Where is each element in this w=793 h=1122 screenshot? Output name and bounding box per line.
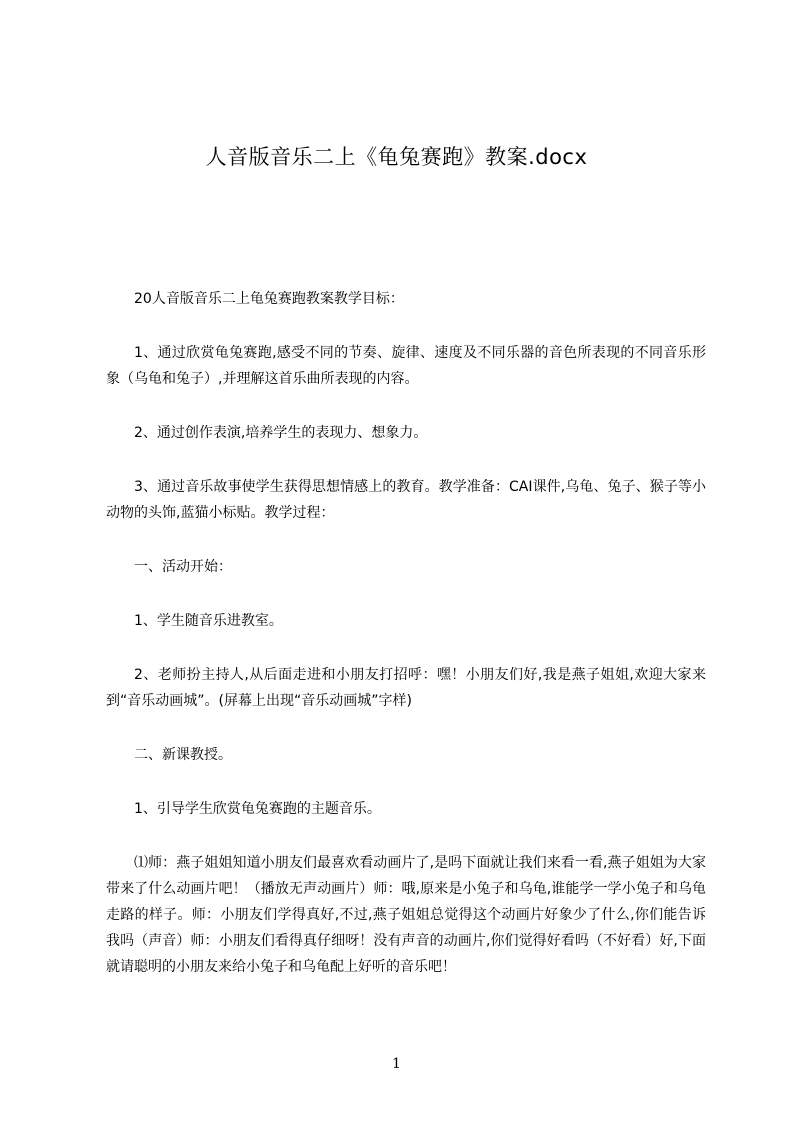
paragraph-objective-1: 1、通过欣赏龟兔赛跑,感受不同的节奏、旋律、速度及不同乐器的音色所表现的不同音乐形象（乌龟和兔子）,并理解这首乐曲所表现的内容。	[106, 345, 706, 387]
paragraph-lesson-1: 1、引导学生欣赏龟兔赛跑的主题音乐。	[134, 801, 381, 817]
paragraph-objective-2: 2、通过创作表演,培养学生的表现力、想象力。	[134, 425, 428, 441]
paragraph-section-2-heading: 二、新课教授。	[134, 747, 232, 763]
paragraph-activity-2: 2、老师扮主持人,从后面走进和小朋友打招呼：嘿！小朋友们好,我是燕子姐姐,欢迎大家来到“音乐动画城”。(屏幕上出现“音乐动画城”字样)	[106, 667, 706, 709]
paragraph-activity-1: 1、学生随音乐进教室。	[134, 613, 283, 629]
paragraph-section-1-heading: 一、活动开始：	[134, 559, 232, 575]
document-title: 人音版音乐二上《龟兔赛跑》教案.docx	[205, 145, 588, 169]
paragraph-objectives-heading: 20人音版音乐二上龟兔赛跑教案教学目标：	[134, 291, 404, 307]
paragraph-lesson-detail: ⑴师：燕子姐姐知道小朋友们最喜欢看动画片了,是吗下面就让我们来看一看,燕子姐姐为大家带来了什么动画片吧！（播放无声动画片）师：哦,原来是小兔子和乌龟,谁能学一学小兔子和乌龟走路的样子。师：小朋友们学得真好,不过,燕子姐姐总觉得这个动画片好象少了什么,你们能告诉我吗（声音）师：小朋友们看得真仔细呀！没有声音的动画片,你们觉得好看吗（不好看）好,下面就请聪明的小朋友来给小兔子和乌龟配上好听的音乐吧！	[106, 855, 706, 975]
paragraph-objective-3: 3、通过音乐故事使学生获得思想情感上的教育。教学准备：CAI课件,乌龟、兔子、猴子等小动物的头饰,蓝猫小标贴。教学过程：	[106, 479, 706, 521]
document-body	[106, 286, 706, 1008]
page-number: 1	[392, 1056, 401, 1072]
